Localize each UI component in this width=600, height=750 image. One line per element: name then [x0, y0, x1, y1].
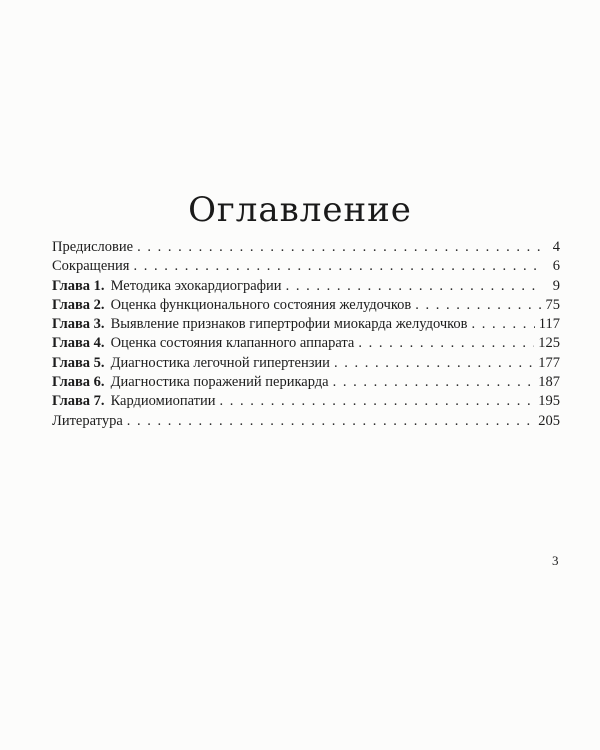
- dot-leader: [133, 257, 542, 276]
- chapter-number: Глава 5.: [52, 354, 105, 371]
- toc-page-number: 4: [552, 239, 560, 255]
- dot-leader: [415, 296, 541, 315]
- toc-page-number: 75: [545, 296, 560, 313]
- toc-page-number: 205: [538, 412, 560, 429]
- toc-entry-chapter-7[interactable]: [52, 392, 560, 411]
- toc-entry-chapter-6[interactable]: [52, 373, 560, 392]
- toc-entry-chapter-1[interactable]: [52, 277, 560, 296]
- table-of-contents: [52, 238, 560, 431]
- toc-entry-title: Диагностика легочной гипертензии: [110, 354, 330, 371]
- toc-entry-title: Кардиомиопатии: [110, 393, 216, 410]
- chapter-number: Глава 4.: [52, 335, 105, 352]
- toc-entry-title: Оценка функционального состояния желудочков: [110, 296, 412, 313]
- chapter-number: Глава 1.: [52, 277, 105, 294]
- page-number: 3: [552, 553, 559, 568]
- dot-leader: [137, 238, 542, 257]
- dot-leader: [127, 412, 534, 431]
- toc-entry-title: Литература: [52, 412, 123, 429]
- toc-page-number: 9: [552, 277, 560, 294]
- dot-leader: [358, 334, 534, 353]
- chapter-number: Глава 3.: [52, 316, 105, 333]
- toc-entry-chapter-5[interactable]: [52, 354, 560, 373]
- dot-leader: [286, 277, 542, 296]
- chapter-number: Глава 2.: [52, 296, 105, 313]
- toc-entry-abbreviations[interactable]: [52, 257, 560, 276]
- toc-page-number: 117: [538, 316, 560, 333]
- toc-entry-title: Сокращения: [52, 258, 130, 275]
- toc-page-number: 6: [552, 258, 560, 275]
- toc-entry-title: Предисловие: [52, 239, 134, 255]
- toc-page-number: 177: [538, 354, 560, 371]
- toc-page-number: 195: [538, 393, 560, 410]
- toc-page-number: 125: [538, 335, 560, 352]
- toc-entry-chapter-3[interactable]: [52, 315, 560, 334]
- dot-leader: [472, 315, 535, 334]
- toc-entry-chapter-4[interactable]: [52, 334, 560, 353]
- dot-leader: [220, 392, 535, 411]
- chapter-number: Глава 6.: [52, 374, 105, 391]
- toc-page-number: 187: [538, 374, 560, 391]
- toc-entry-title: Методика эхокардиографии: [110, 277, 282, 294]
- toc-entry-title: Выявление признаков гипертрофии миокарда желудочков: [110, 316, 468, 333]
- dot-leader: [334, 354, 534, 373]
- toc-entry-title: Оценка состояния клапанного аппарата: [110, 335, 355, 352]
- toc-entry-chapter-2[interactable]: [52, 296, 560, 315]
- page-title: Оглавление: [188, 190, 412, 230]
- toc-entry-title: Диагностика поражений перикарда: [110, 374, 329, 391]
- chapter-number: Глава 7.: [52, 393, 105, 410]
- dot-leader: [333, 373, 535, 392]
- toc-entry-references[interactable]: [52, 412, 560, 431]
- toc-entry-preface[interactable]: [52, 238, 560, 257]
